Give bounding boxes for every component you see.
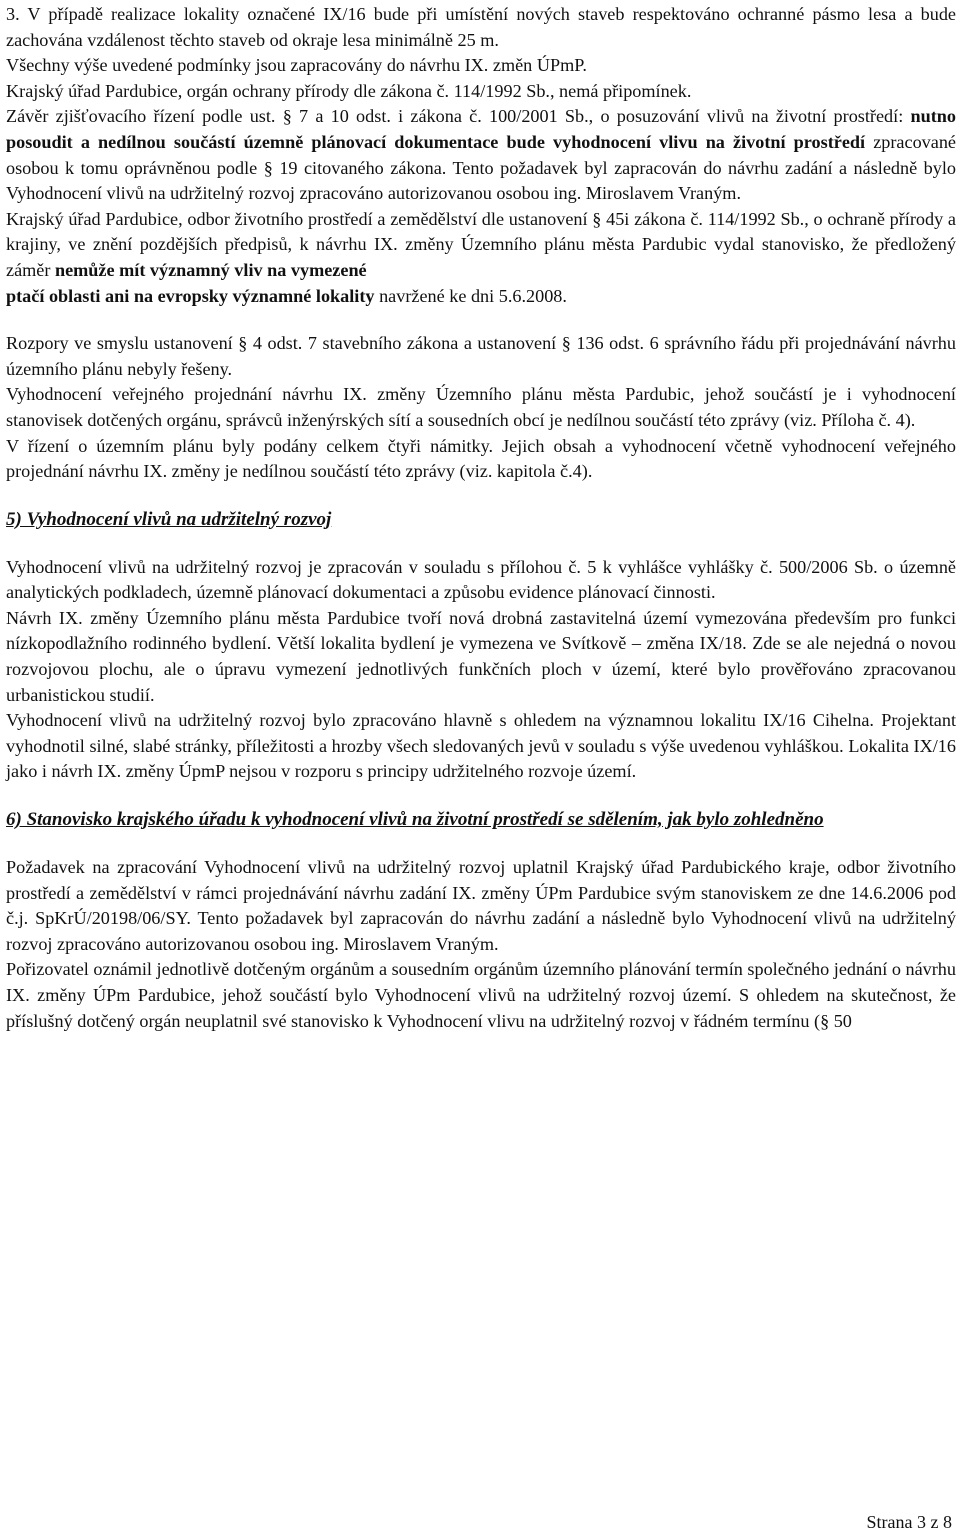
paragraph — [6, 855, 956, 957]
spacer — [6, 309, 956, 331]
paragraph — [6, 284, 956, 310]
text-run: zpracované osobou k tomu oprávněnou podle § 19 citovaného zákona. Tento požadavek byl zapracován do návrhu zadání a následně bylo Vyhodnocení vlivů na udržitelný rozvoj zpracováno autorizovanou osobou ing. Miroslavem Vraným. — [6, 131, 956, 204]
text-run: Vyhodnocení vlivů na udržitelný rozvoj bylo zpracováno hlavně s ohledem na významnou lokalitu IX/16 Cihelna. Projektant vyhodnotil silné, slabé stránky, příležitosti a hrozby všech sledovaných jevů v souladu s výše uvedenou vyhláškou. Lokalita IX/16 jako i návrh IX. změny ÚpmP nejsou v rozporu s principy udržitelného rozvoje území. — [6, 710, 956, 782]
text-run: V řízení o územním plánu byly podány celkem čtyři námitky. Jejich obsah a vyhodnocení včetně vyhodnocení veřejného projednání návrhu IX. změny je nedílnou součástí této zprávy (viz. kapitola č.4). — [6, 435, 956, 482]
text-run: Požadavek na zpracování Vyhodnocení vlivů na udržitelný rozvoj uplatnil Krajský úřad Pardubického kraje, odbor životního prostředí a zemědělství v rámci projednávání návrhu zadání IX. změny ÚPm Pardubice svým stanoviskem ze dne 14.6.2006 pod č.j. SpKrÚ/20198/06/SY. Tento požadavek byl zapracován do návrhu zadání a následně bylo Vyhodnocení vlivů na udržitelný rozvoj zpracováno autorizovanou osobou ing. Miroslavem Vraným. — [6, 857, 956, 954]
text-run: 3. V případě realizace lokality označené IX/16 bude při umístění nových staveb respektováno ochranné pásmo lesa a bude zachována vzdálenost těchto staveb od okraje lesa minimálně 25 m. — [6, 4, 956, 50]
bold-text: ptačí oblasti ani na evropsky významné lokality — [6, 285, 375, 306]
paragraph — [6, 434, 956, 485]
spacer — [6, 785, 956, 807]
paragraph — [6, 708, 956, 785]
section-heading: 5) Vyhodnocení vlivů na udržitelný rozvoj — [6, 508, 332, 530]
paragraph — [6, 104, 956, 206]
paragraph — [6, 79, 956, 105]
paragraph — [6, 555, 956, 606]
text-run: Všechny výše uvedené podmínky jsou zapracovány do návrhu IX. změn ÚPmP. — [6, 55, 587, 76]
document-page — [6, 2, 956, 1034]
text-run: navržené ke dni 5.6.2008. — [374, 285, 567, 306]
text-run: Krajský úřad Pardubice, orgán ochrany přírody dle zákona č. 114/1992 Sb., nemá připomínek. — [6, 80, 692, 101]
spacer — [6, 485, 956, 507]
paragraph — [6, 53, 956, 79]
text-run: Krajský úřad Pardubice, odbor životního prostředí a zemědělství dle ustanovení § 45i zákona č. 114/1992 Sb., o ochraně přírody a krajiny, ve znění pozdějších předpisů, k návrhu IX. změny Územního plánu města Pardubic vydal stanovisko, že předložený záměr — [6, 208, 956, 280]
text-run: Pořizovatel oznámil jednotlivě dotčeným orgánům a sousedním orgánům územního plánování termín společného jednání o návrhu IX. změny ÚPm Pardubice, jehož součástí bylo Vyhodnocení vlivů na udržitelný rozvoj území. S ohledem na skutečnost, že příslušný dotčený orgán neuplatnil své stanovisko k Vyhodnocení vlivu na udržitelný rozvoj v řádném termínu (§ 50 — [6, 959, 956, 1031]
bold-text: nutno posoudit a nedílnou součástí územně plánovací dokumentace bude vyhodnocení vlivu na životní prostředí — [6, 106, 956, 152]
paragraph — [6, 606, 956, 708]
text-run: Vyhodnocení veřejného projednání návrhu IX. změny Územního plánu města Pardubic, jehož součástí je i vyhodnocení stanovisek dotčených orgánu, správců inženýrských sítí a sousedních obcí je nedílnou součástí této zprávy (viz. Příloha č. 4). — [6, 384, 956, 430]
paragraph — [6, 2, 956, 53]
text-run: Závěr zjišťovacího řízení podle ust. § 7 a 10 odst. i zákona č. 100/2001 Sb., o posuzování vlivů na životní prostředí: — [6, 106, 911, 127]
bold-text: nemůže mít významný vliv na vymezené — [54, 259, 367, 280]
spacer — [6, 833, 956, 855]
paragraph — [6, 207, 956, 284]
section-heading: 6) Stanovisko krajského úřadu k vyhodnocení vlivů na životní prostředí se sdělením, jak bylo zohledněno — [6, 809, 824, 831]
paragraph — [6, 382, 956, 433]
page-number: Strana 3 z 8 — [866, 1512, 952, 1532]
text-run: Návrh IX. změny Územního plánu města Pardubice tvoří nová drobná zastavitelná území vymezována především pro funkci nízkopodlažního rodinného bydlení. Větší lokalita bydlení je vymezena ve Svítkově – změna IX/18. Zde se ale nejedná o novou rozvojovou plochu, ale o úpravu vymezení jednotlivých funkčních ploch v území, které bylo prověřováno zpracovanou urbanistickou studií. — [6, 607, 956, 705]
spacer — [6, 533, 956, 555]
paragraph — [6, 331, 956, 382]
paragraph — [6, 957, 956, 1034]
text-run: Vyhodnocení vlivů na udržitelný rozvoj je zpracován v souladu s přílohou č. 5 k vyhlášce vyhlášky č. 500/2006 Sb. o územně analytických podkladech, územně plánovací dokumentaci a způsobu evidence plánovací činnosti. — [6, 556, 956, 603]
text-run: Rozpory ve smyslu ustanovení § 4 odst. 7 stavebního zákona a ustanovení § 136 odst. 6 správního řádu při projednávání návrhu územního plánu nebyly řešeny. — [6, 333, 956, 379]
